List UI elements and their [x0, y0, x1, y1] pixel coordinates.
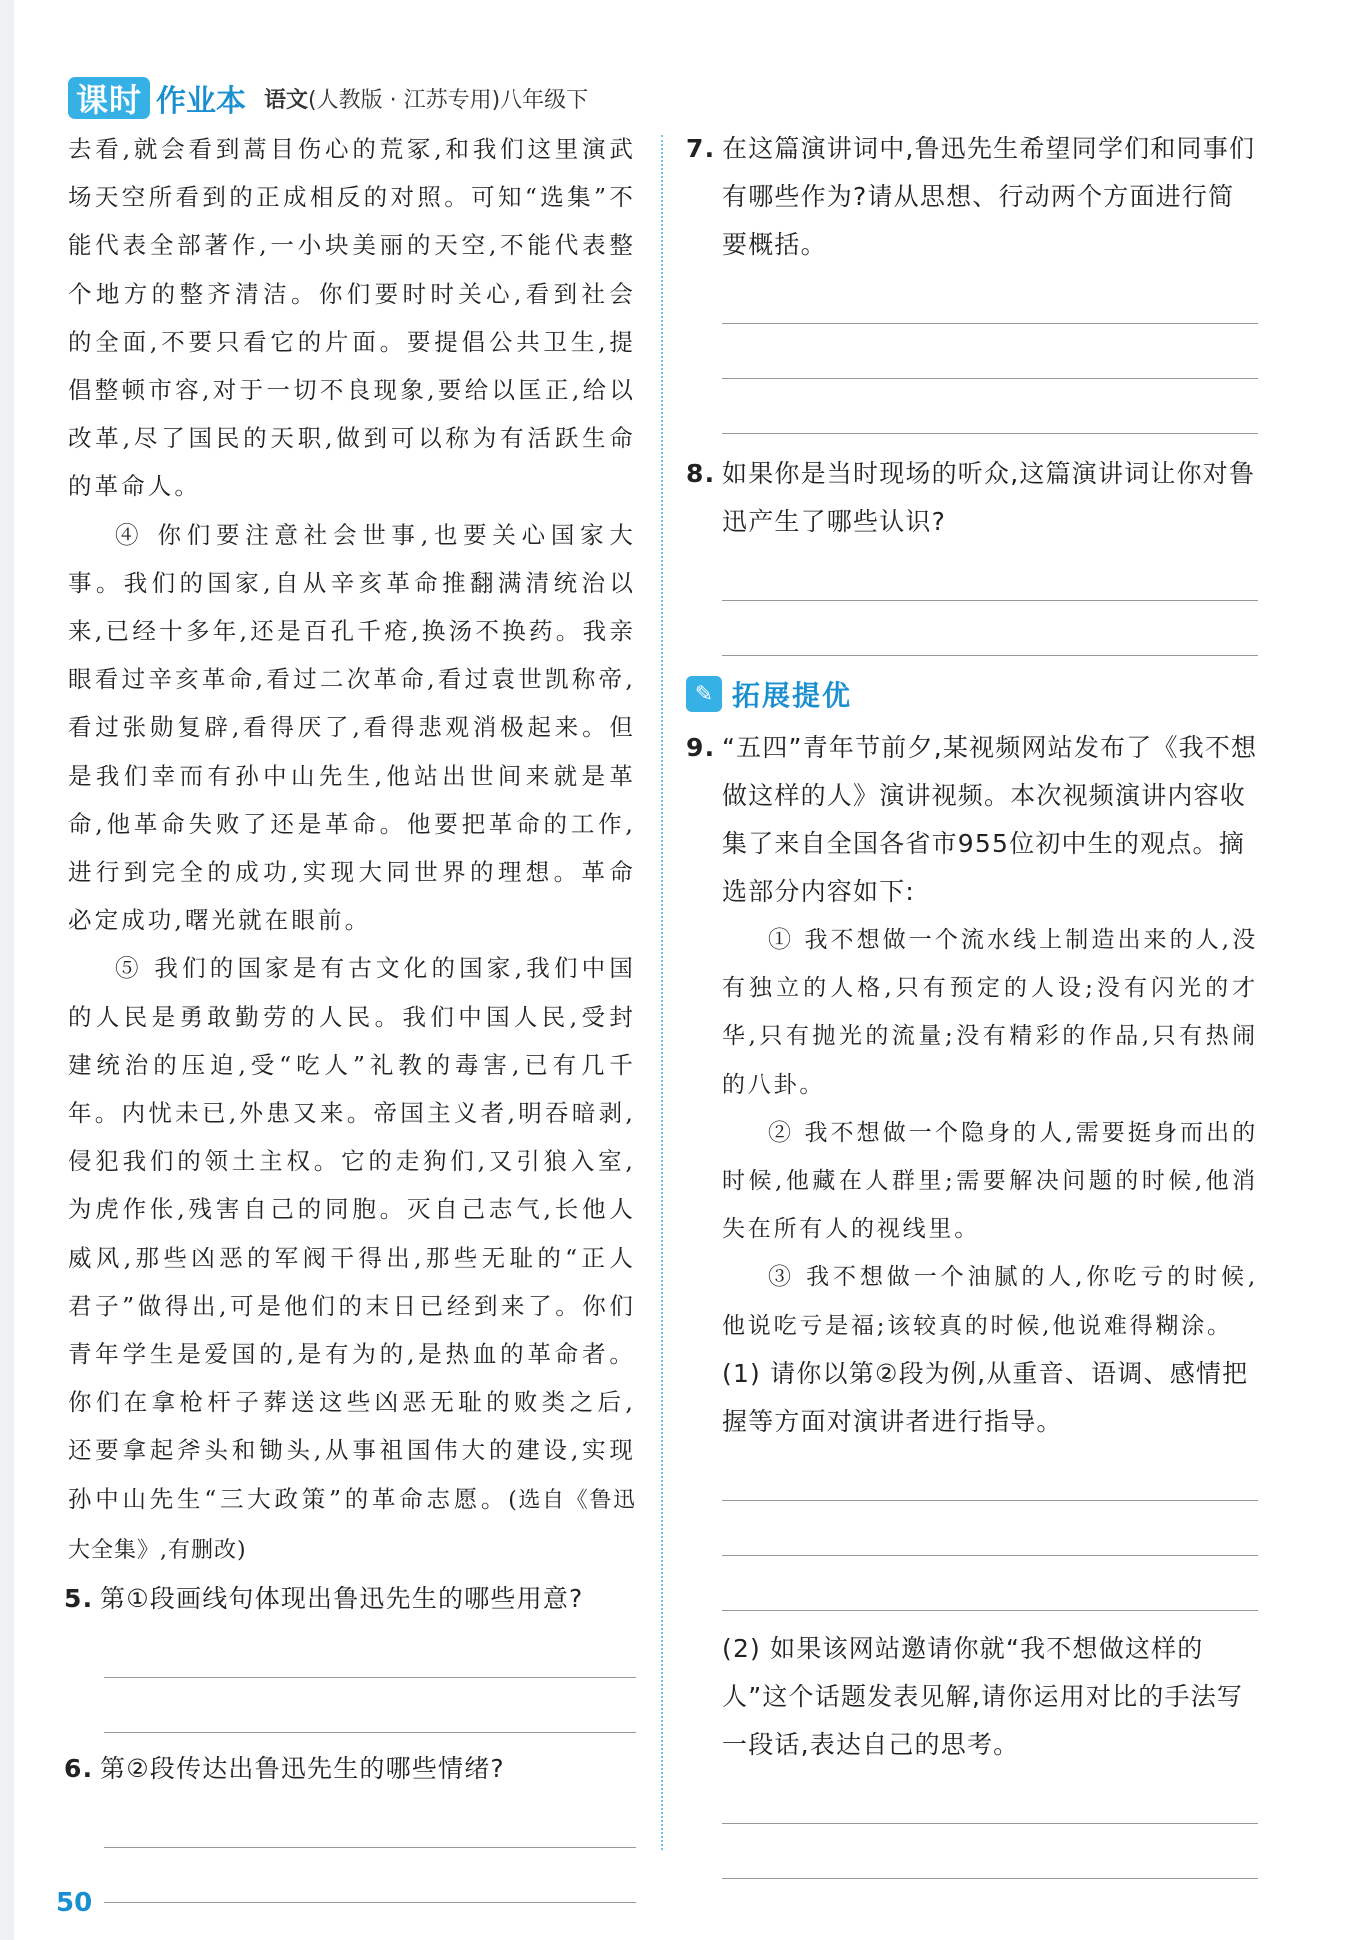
answer-line[interactable] [722, 1501, 1258, 1556]
question-8-text: 如果你是当时现场的听众,这篇演讲词让你对鲁迅产生了哪些认识? [722, 459, 1256, 536]
excerpt-3: ③ 我不想做一个油腻的人,你吃亏的时候,他说吃亏是福;该较真的时候,他说难得糊涂。 [722, 1264, 1258, 1339]
book-logo-text: 作业本 [156, 84, 247, 119]
answer-line[interactable] [722, 324, 1258, 379]
answer-line[interactable] [104, 1848, 636, 1903]
header [68, 75, 588, 121]
question-7-text: 在这篇演讲词中,鲁迅先生希望同学们和同事们有哪些作为?请从思想、行动两个方面进行简要概括。 [722, 134, 1256, 259]
question-9-text: “五四”青年节前夕,某视频网站发布了《我不想做这样的人》演讲视频。本次视频演讲内容收集了来自全国各省市955位初中生的观点。摘选部分内容如下: [722, 733, 1258, 906]
answer-line[interactable] [104, 1623, 636, 1678]
page-number: 50 [56, 1888, 93, 1918]
question-9-part-2: (2) 如果该网站邀请你就“我不想做这样的人”这个话题发表见解,请你运用对比的手法写一段话,表达自己的思考。 [722, 1633, 1244, 1759]
question-9-number: 9. [686, 733, 716, 762]
answer-line[interactable] [722, 1556, 1258, 1611]
passage-source: (选自《鲁迅大全集》,有删改) [68, 1487, 636, 1563]
answer-line[interactable] [722, 1769, 1258, 1824]
passage-paragraph-5-text: ⑤ 我们的国家是有古文化的国家,我们中国的人民是勇敢勤劳的人民。我们中国人民,受封建统治的压迫,受“吃人”礼教的毒害,已有几千年。内忧未已,外患又来。帝国主义者,明吞暗剥,侵犯我们的领土主权。它的走狗们,又引狼入室,为虎作伥,残害自己的同胞。灭自己志气,长他人威风,那些凶恶的军阀干得出,那些无耻的“正人君子”做得出,可是他们的末日已经到来了。你们青年学生是爱国的,是有为的,是热血的革命者。你们在拿枪杆子葬送这些凶恶无耻的败类之后,还要拿起斧头和锄头,从事祖国伟大的建设,实现孙中山先生“三大政策”的革命志愿。 [68, 954, 636, 1513]
answer-line[interactable] [104, 1793, 636, 1848]
question-5-text: 第①段画线句体现出鲁迅先生的哪些用意? [100, 1584, 584, 1614]
question-6-number: 6. [64, 1754, 94, 1784]
page-edge [0, 0, 14, 1940]
answer-line[interactable] [722, 1446, 1258, 1501]
question-6 [64, 1745, 636, 1793]
subject-name: 语文 [264, 87, 309, 113]
answer-line[interactable] [104, 1678, 636, 1733]
question-5 [64, 1575, 636, 1623]
subject-edition: (人教版 · 江苏专用)八年级下 [308, 87, 589, 113]
question-8-number: 8. [686, 459, 716, 488]
question-8 [686, 450, 1258, 546]
answer-line[interactable] [722, 379, 1258, 434]
question-7 [686, 125, 1258, 269]
question-9 [686, 724, 1258, 916]
excerpt-1: ① 我不想做一个流水线上制造出来的人,没有独立的人格,只有预定的人设;没有闪光的才华,只有抛光的流量;没有精彩的作品,只有热闹的八卦。 [722, 927, 1258, 1098]
column-divider [661, 135, 663, 1850]
answer-line[interactable] [722, 546, 1258, 601]
passage-paragraph-3-end: 去看,就会看到蒿目伤心的荒冢,和我们这里演武场天空所看到的正成相反的对照。可知“选集”不能代表全部著作,一小块美丽的天空,不能代表整个地方的整齐清洁。你们要时时关心,看到社会的全面,不要只看它的片面。要提倡公共卫生,提倡整顿市容,对于一切不良现象,要给以匡正,给以改革,尽了国民的天职,做到可以称为有活跃生命的革命人。 [68, 135, 636, 501]
pencil-icon: ✎ [686, 676, 722, 712]
answer-line[interactable] [722, 1824, 1258, 1879]
question-6-text: 第②段传达出鲁迅先生的哪些情绪? [100, 1754, 505, 1784]
section-header [686, 674, 1258, 714]
right-column [686, 125, 1258, 1879]
question-5-number: 5. [64, 1584, 94, 1614]
question-9-part-1: (1) 请你以第②段为例,从重音、语调、感情把握等方面对演讲者进行指导。 [722, 1358, 1249, 1436]
question-7-number: 7. [686, 134, 716, 163]
left-column [64, 125, 636, 1903]
answer-line[interactable] [722, 601, 1258, 656]
book-logo: 课时 [68, 77, 150, 119]
passage-paragraph-5 [68, 944, 636, 1575]
passage-paragraph-4: ④ 你们要注意社会世事,也要关心国家大事。我们的国家,自从辛亥革命推翻满清统治以来,已经十多年,还是百孔千疮,换汤不换药。我亲眼看过辛亥革命,看过二次革命,看过袁世凯称帝,看过张勋复辟,看得厌了,看得悲观消极起来。但是我们幸而有孙中山先生,他站出世间来就是革命,他革命失败了还是革命。他要把革命的工作,进行到完全的成功,实现大同世界的理想。革命必定成功,曙光就在眼前。 [68, 520, 636, 935]
answer-line[interactable] [722, 269, 1258, 324]
section-title: 拓展提优 [732, 679, 853, 712]
subject-info [264, 83, 588, 114]
excerpt-2: ② 我不想做一个隐身的人,需要挺身而出的时候,他藏在人群里;需要解决问题的时候,他消失在所有人的视线里。 [722, 1119, 1258, 1243]
